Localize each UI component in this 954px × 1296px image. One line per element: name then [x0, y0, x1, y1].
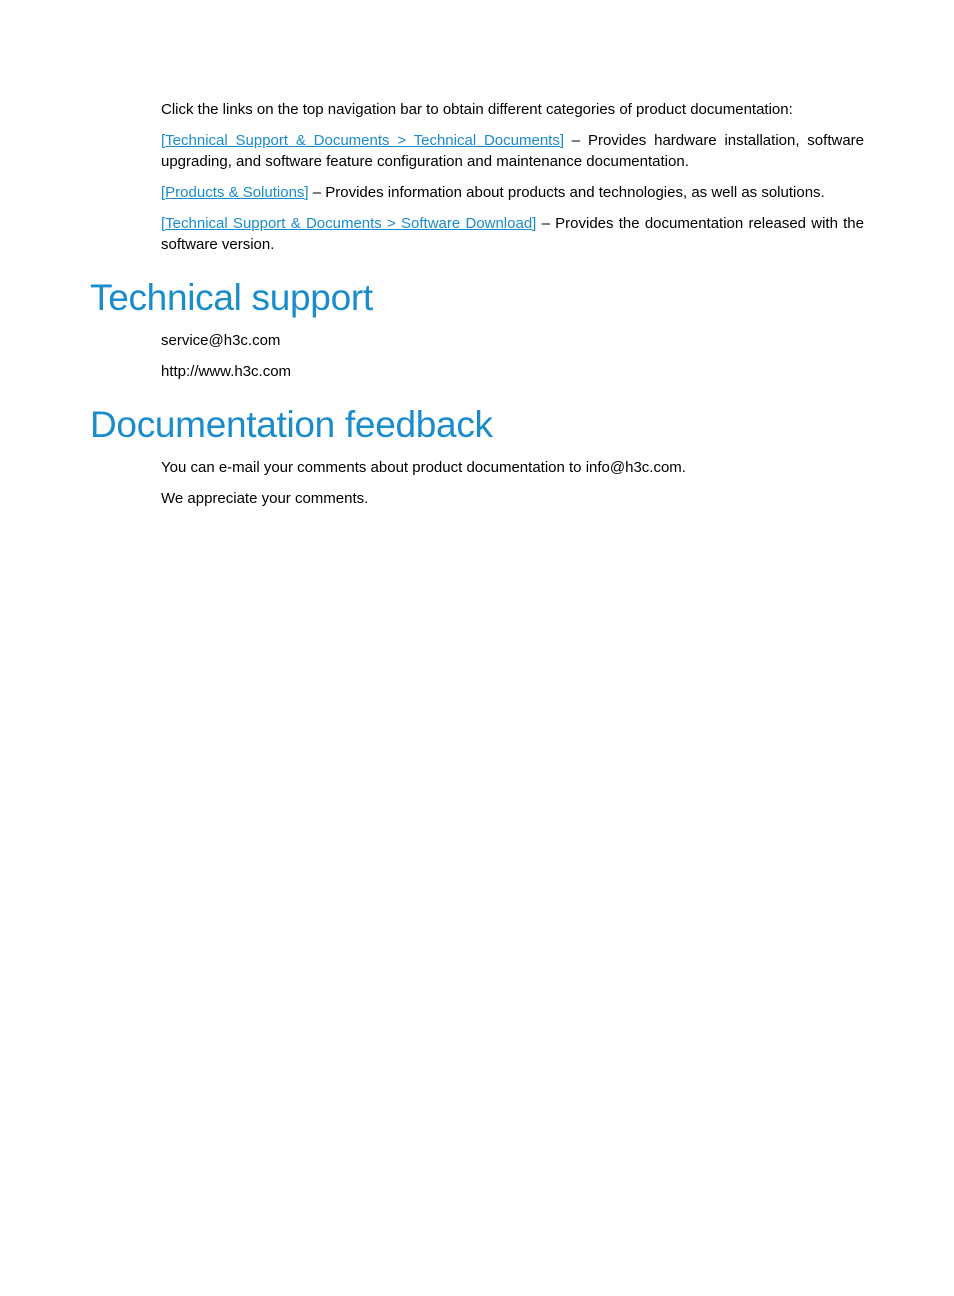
link-paragraph-technical-documents [161, 130, 864, 172]
link-paragraph-software-download [161, 213, 864, 255]
products-solutions-description: – Provides information about products and technologies, as well as solutions. [308, 184, 825, 201]
feedback-line-1: You can e-mail your comments about product documentation to info@h3c.com. [161, 459, 686, 476]
technical-documents-link[interactable]: [Technical Support & Documents > Technical Documents] [161, 132, 564, 149]
documentation-feedback-heading: Documentation feedback [90, 404, 493, 445]
support-email: service@h3c.com [161, 332, 281, 349]
software-download-link[interactable]: [Technical Support & Documents > Software Download] [161, 215, 537, 232]
technical-support-heading: Technical support [90, 277, 373, 318]
technical-documents-description: – Provides hardware installation, software upgrading, and software feature configuration and maintenance documentation. [161, 132, 864, 170]
feedback-line-2: We appreciate your comments. [161, 490, 369, 507]
products-solutions-link[interactable]: [Products & Solutions] [161, 184, 309, 201]
intro-paragraph: Click the links on the top navigation bar to obtain different categories of product documentation: [161, 101, 793, 118]
link-paragraph-products-solutions [161, 182, 864, 203]
support-website: http://www.h3c.com [161, 363, 292, 380]
software-download-description: – Provides the documentation released with the software version. [161, 215, 864, 253]
